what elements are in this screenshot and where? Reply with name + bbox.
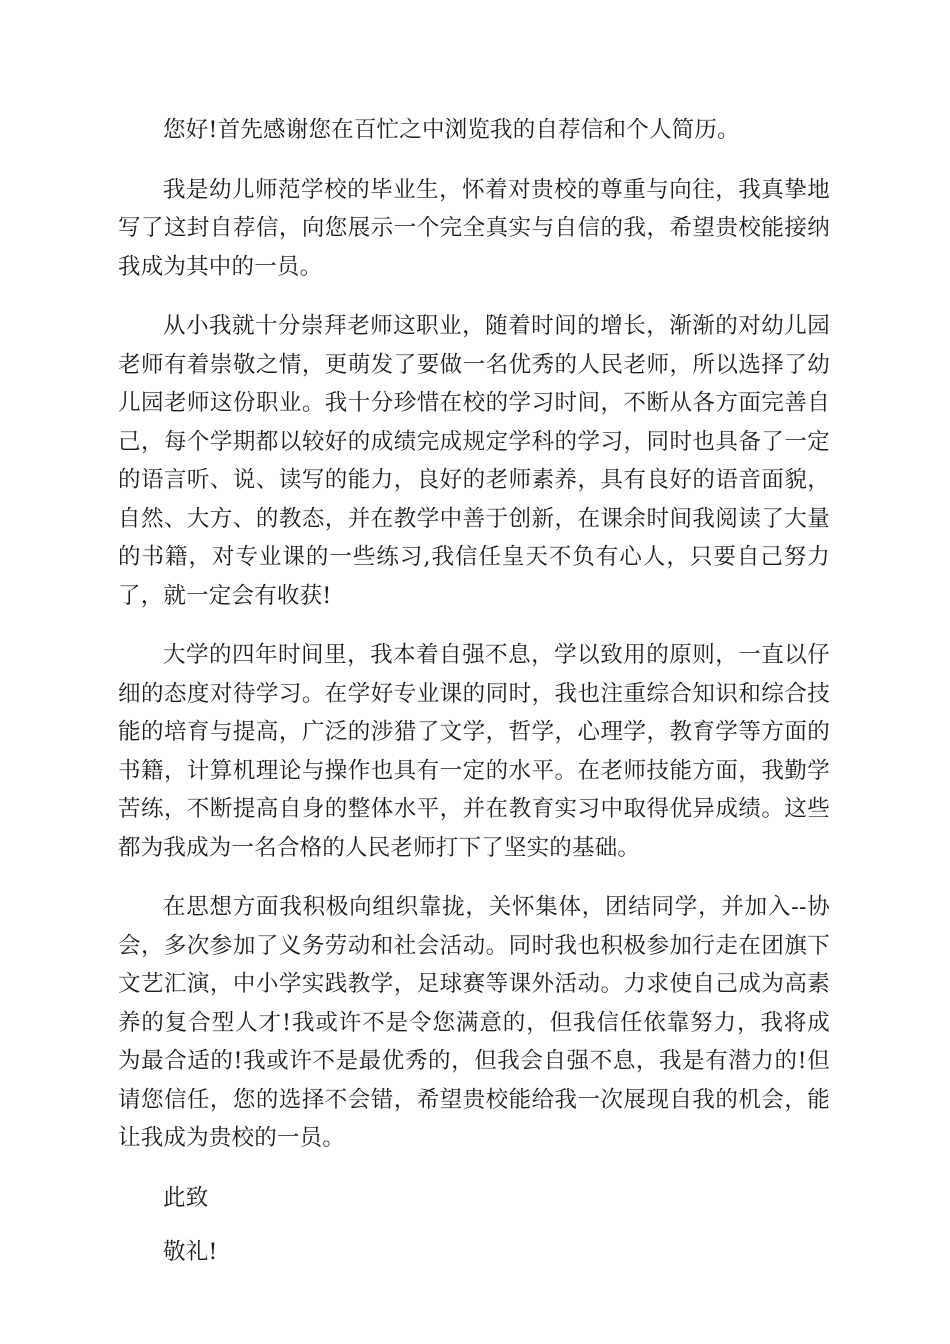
paragraph-introduction: 我是幼儿师范学校的毕业生，怀着对贵校的尊重与向往，我真挚地写了这封自荐信，向您展示一个完全真实与自信的我，希望贵校能接纳我成为其中的一员。 — [118, 176, 830, 280]
closing-salutation: 此致 — [163, 1184, 209, 1211]
paragraph-university-study: 大学的四年时间里，我本着自强不息，学以致用的原则，一直以仔细的态度对待学习。在学好专业课的同时，我也注重综合知识和综合技能的培育与提高，广泛的涉猎了文学，哲学，心理学，教育学等方面的书籍，计算机理论与操作也具有一定的水平。在老师技能方面，我勤学苦练，不断提高自身的整体水平，并在教育实习中取得优异成绩。这些都为我成为一名合格的人民老师打下了坚实的基础。 — [118, 642, 830, 861]
paragraph-greeting: 您好!首先感谢您在百忙之中浏览我的自荐信和个人简历。 — [163, 117, 740, 143]
paragraph-ideology-activities: 在思想方面我积极向组织靠拢，关怀集体，团结同学，并加入--协会，多次参加了义务劳动和社会活动。同时我也积极参加行走在团旗下文艺汇演，中小学实践教学，足球赛等课外活动。力求使自己成为高素养的复合型人才!我或许不是令您满意的，但我信任依靠努力，我将成为最合适的!我或许不是最优秀的，但我会自强不息，我是有潜力的!但请您信任，您的选择不会错，希望贵校能给我一次展现自我的机会，能让我成为贵校的一员。 — [118, 894, 830, 1151]
paragraph-career-motivation: 从小我就十分崇拜老师这职业，随着时间的增长，渐渐的对幼儿园老师有着崇敬之情，更萌发了要做一名优秀的人民老师，所以选择了幼儿园老师这份职业。我十分珍惜在校的学习时间，不断从各方面完善自己，每个学期都以较好的成绩完成规定学科的学习，同时也具备了一定的语言听、说、读写的能力，良好的老师素养，具有良好的语音面貌，自然、大方、的教态，并在教学中善于创新，在课余时间我阅读了大量的书籍，对专业课的一些练习,我信任皇天不负有心人，只要自己努力了，就一定会有收获! — [118, 313, 830, 609]
letter-body — [118, 111, 830, 1288]
closing-regards: 敬礼! — [163, 1239, 218, 1265]
